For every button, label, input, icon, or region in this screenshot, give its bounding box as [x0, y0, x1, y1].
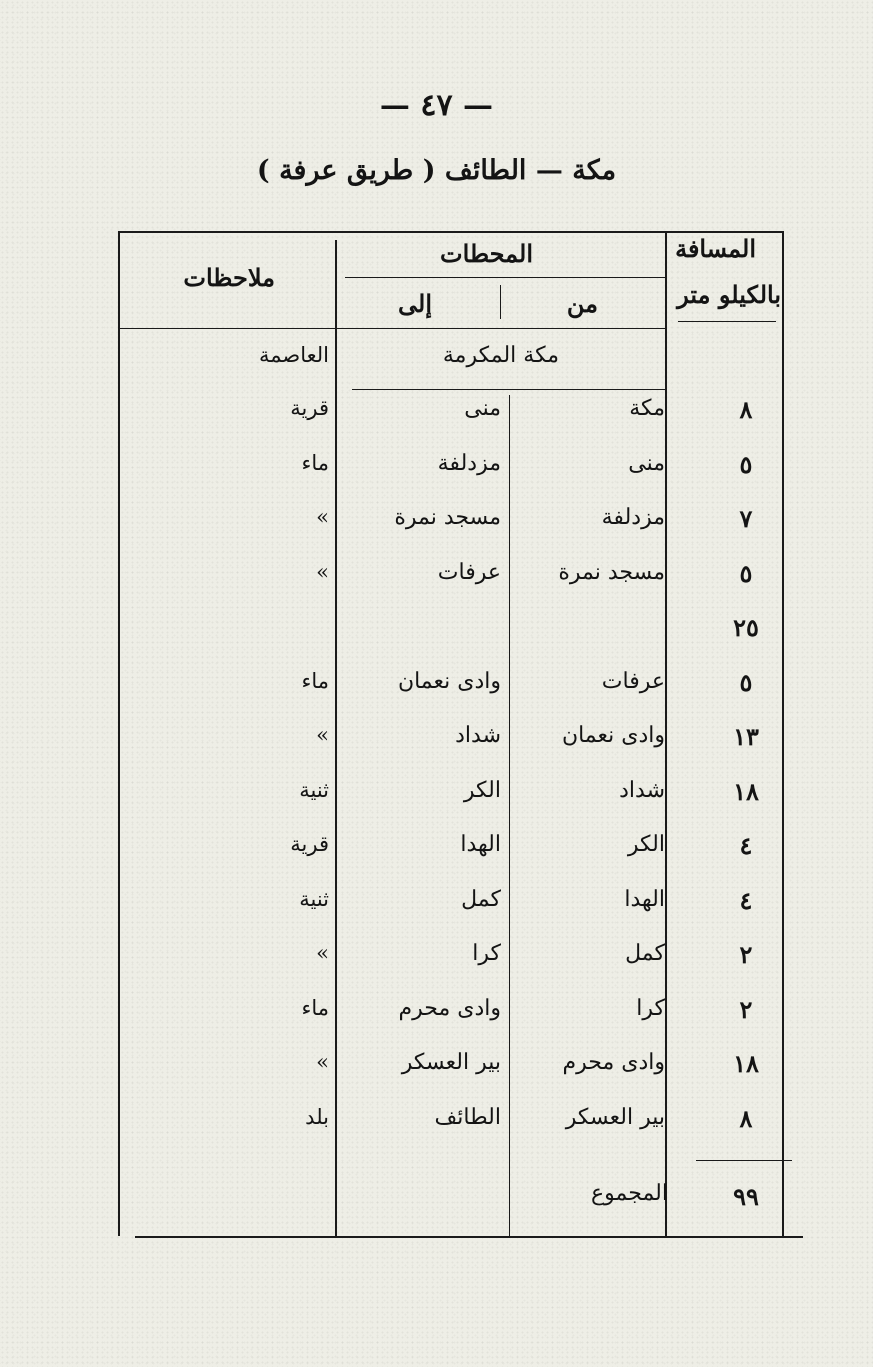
row-note: » — [316, 723, 329, 747]
row-to-station: كرا — [472, 941, 501, 966]
from-to-header-separator — [500, 285, 501, 319]
notes-header: ملاحظات — [183, 263, 275, 292]
distance-column-separator — [665, 233, 667, 1236]
distance-header-line2: بالكيلو متر — [677, 280, 781, 309]
row-from-station: مسجد نمرة — [558, 560, 665, 585]
row-from-station: كمل — [625, 941, 665, 966]
distance-header-rule — [678, 321, 776, 322]
from-header: من — [566, 289, 598, 318]
table-left-border — [118, 231, 120, 1236]
row-note: قرية — [290, 396, 329, 420]
row-distance: ٢ — [739, 995, 753, 1024]
row-from-station: كرا — [636, 996, 665, 1021]
total-label: المجموع — [591, 1181, 668, 1206]
row-from-station: شداد — [619, 778, 665, 803]
row-note: ثنية — [299, 887, 329, 911]
row-note: ماء — [301, 996, 329, 1020]
total-rule — [696, 1160, 792, 1161]
row-distance: ٤ — [739, 831, 753, 860]
origin-rule — [352, 389, 665, 390]
row-from-station: الكر — [627, 832, 665, 857]
row-distance: ٢ — [739, 940, 753, 969]
row-distance: ٢٥ — [733, 613, 759, 642]
row-from-station: وادى نعمان — [561, 723, 665, 748]
stations-header-rule — [345, 277, 665, 278]
row-to-station: وادى نعمان — [397, 669, 501, 694]
row-to-station: الطائف — [434, 1105, 501, 1130]
row-note: » — [316, 941, 329, 965]
row-note: » — [316, 1050, 329, 1074]
row-distance: ٥ — [739, 450, 753, 479]
table-bottom-border — [135, 1236, 803, 1238]
stations-header: المحطات — [440, 239, 533, 268]
origin-note: العاصمة — [259, 343, 329, 367]
row-to-station: شداد — [455, 723, 501, 748]
row-from-station: بير العسكر — [565, 1105, 665, 1130]
table-top-border — [118, 231, 782, 233]
row-from-station: مكة — [629, 396, 665, 421]
row-from-station: عرفات — [601, 669, 665, 694]
row-note: ثنية — [299, 778, 329, 802]
page-title: مكة — الطائف ( طريق عرفة ) — [256, 155, 617, 186]
row-distance: ٤ — [739, 886, 753, 915]
stations-notes-separator — [335, 240, 337, 1236]
row-distance: ٥ — [739, 668, 753, 697]
to-header: إلى — [398, 289, 432, 318]
row-from-station: مزدلفة — [601, 505, 665, 530]
row-distance: ٧ — [739, 504, 753, 533]
row-to-station: منى — [464, 396, 501, 421]
row-to-station: كمل — [461, 887, 501, 912]
row-note: بلد — [305, 1105, 329, 1129]
row-to-station: مزدلفة — [437, 451, 501, 476]
row-from-station: منى — [628, 451, 665, 476]
row-distance: ١٨ — [733, 1049, 759, 1078]
row-to-station: مسجد نمرة — [394, 505, 501, 530]
origin-station: مكة المكرمة — [442, 343, 559, 368]
row-from-station: وادى محرم — [562, 1050, 665, 1075]
header-bottom-rule — [120, 328, 665, 329]
row-from-station: الهدا — [624, 887, 665, 912]
row-distance: ٥ — [739, 559, 753, 588]
row-to-station: وادى محرم — [398, 996, 501, 1021]
row-to-station: بير العسكر — [401, 1050, 501, 1075]
row-note: ماء — [301, 451, 329, 475]
from-to-separator — [509, 395, 510, 1236]
row-note: » — [316, 505, 329, 529]
row-note: قرية — [290, 832, 329, 856]
row-distance: ١٨ — [733, 777, 759, 806]
row-to-station: عرفات — [437, 560, 501, 585]
row-distance: ١٣ — [733, 722, 759, 751]
total-distance: ٩٩ — [733, 1182, 759, 1211]
distance-header-line1: المسافة — [675, 234, 756, 263]
page-number: — ٤٧ — — [379, 88, 494, 123]
row-distance: ٨ — [739, 395, 753, 424]
row-note: ماء — [301, 669, 329, 693]
row-note: » — [316, 560, 329, 584]
row-distance: ٨ — [739, 1104, 753, 1133]
row-to-station: الكر — [463, 778, 501, 803]
row-to-station: الهدا — [460, 832, 501, 857]
